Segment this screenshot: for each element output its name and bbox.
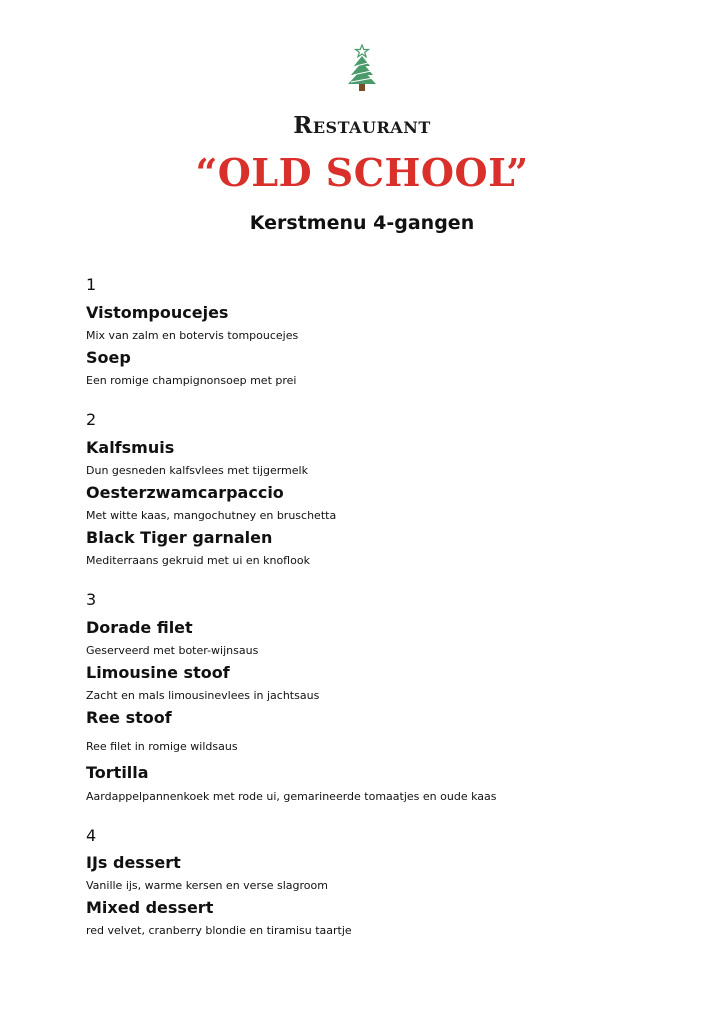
dish-description: Ree filet in romige wildsaus — [86, 740, 238, 753]
dish-description: Zacht en mals limousinevlees in jachtsaus — [86, 689, 320, 702]
course-number: 3 — [86, 590, 97, 609]
dish-description: Aardappelpannenkoek met rode ui, gemarineerde tomaatjes en oude kaas — [86, 790, 497, 803]
dish-name: Ree stoof — [86, 708, 172, 727]
dish-name: Mixed dessert — [86, 898, 214, 917]
menu-title: Kerstmenu 4-gangen — [249, 212, 475, 234]
dish-description: Een romige champignonsoep met prei — [86, 374, 297, 387]
dish-description: red velvet, cranberry blondie en tiramisu taartje — [86, 924, 352, 937]
dish-name: Black Tiger garnalen — [86, 528, 273, 547]
dish-name: Kalfsmuis — [86, 438, 175, 457]
dish-description: Vanille ijs, warme kersen en verse slagroom — [86, 879, 328, 892]
dish-description: Geserveerd met boter-wijnsaus — [86, 644, 259, 657]
restaurant-label: Restaurant — [293, 112, 431, 139]
course-number: 2 — [86, 410, 97, 429]
dish-name: Oesterzwamcarpaccio — [86, 483, 284, 502]
course-number: 4 — [86, 826, 97, 845]
restaurant-name: “OLD SCHOOL” — [195, 150, 529, 195]
course-number: 1 — [86, 275, 97, 294]
dish-name: Tortilla — [86, 763, 149, 782]
dish-description: Met witte kaas, mangochutney en bruschetta — [86, 509, 337, 522]
dish-name: Dorade filet — [86, 618, 193, 637]
dish-name: Soep — [86, 348, 131, 367]
dish-description: Dun gesneden kalfsvlees met tijgermelk — [86, 464, 308, 477]
dish-description: Mediterraans gekruid met ui en knoflook — [86, 554, 310, 567]
dish-name: Limousine stoof — [86, 663, 230, 682]
dish-description: Mix van zalm en botervis tompoucejes — [86, 329, 299, 342]
dish-name: IJs dessert — [86, 853, 181, 872]
christmas-tree-icon — [344, 44, 380, 94]
dish-name: Vistompoucejes — [86, 303, 229, 322]
